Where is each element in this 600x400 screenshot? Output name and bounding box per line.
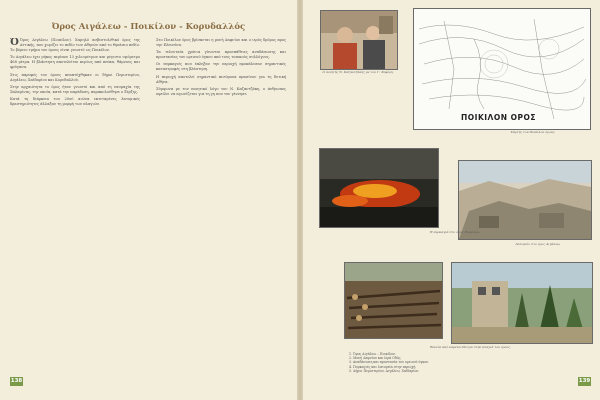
fire-photo xyxy=(319,148,439,228)
quarry-photo xyxy=(458,160,592,240)
right-page xyxy=(303,0,600,400)
paragraph: Στην αρχαιότητα το όρος ήταν γνωστό και από τη ναυμαχία της Σαλαμίνας, την οποία, κατά την παράδοση, παρακολούθησε ο Ξέρξης. xyxy=(10,84,140,94)
footnote: 4. Πυρκαγιές και λατομεία στην περιοχή. xyxy=(349,364,417,369)
footnotes xyxy=(349,352,539,373)
map-label: ΠΟΙΚΙΛΟΝ ΟΡΟΣ xyxy=(461,113,536,122)
left-text-column xyxy=(10,38,140,109)
footnote: 1. Όρος Αιγάλεω – Ποικίλον. xyxy=(349,352,396,356)
paragraph: Η περιοχή αποτελεί σημαντικό πνεύμονα πρασίνου για τη δυτική Αθήνα. xyxy=(156,74,286,84)
logs-caption: Ξυλεία από καμένα δέντρα στην πλαγιά του όρους. xyxy=(429,345,512,349)
paragraph: Ό Όρος Αιγάλεω (Ποικίλον). Χαμηλό ασβεστολιθικό όρος της Αττικής, που χωρίζει το πεδίο των Αθηνών από το Θριάσιο πεδίο. Το βόρειο τμήμα του όρους είναι γνωστό ως Ποικίλον. xyxy=(10,38,140,53)
footnote: 3. Αναδάσωση και προστασία του ορεινού όγκου. xyxy=(349,360,430,365)
article-title: Όρος Αιγάλεω - Ποικίλον - Κορυδαλλός xyxy=(51,22,246,32)
paragraph: Στο Ποικίλον όρος βρίσκεται η μονή Δαφνίου και ο ιερός δρόμος προς την Ελευσίνα. xyxy=(156,38,286,48)
portrait-caption: Ο ποιητής Ν. Καζαντζάκης με τον Γ. Σεφέρη. xyxy=(322,70,394,74)
paragraph: Το Αιγάλεω έχει μήκος περίπου 13 χιλιομέτρων και μέγιστο υψόμετρο 468 μέτρα. Η βλάστηση αποτελείται κυρίως από πεύκα, θάμνους και φρύγανα. xyxy=(10,55,140,70)
quarry-caption: Λατομείο στο όρος Αιγάλεω. xyxy=(515,242,561,246)
portrait-photo xyxy=(320,10,398,70)
footnote: 2. Μονή Δαφνίου και Ιερά Οδός. xyxy=(349,356,402,361)
footnote: 5. Δήμοι Περιστερίου, Αιγάλεω, Χαϊδαρίου. xyxy=(349,368,420,373)
page-number-right: 139 xyxy=(578,378,591,384)
paragraph: Κατά τη διάρκεια του 20ού αιώνα εκτεταμένες λατομικές δραστηριότητες άλλαξαν τη μορφή των πλαγιών. xyxy=(10,96,140,107)
fire-quarry-caption: Η πυρκαγιά στο όρος Ποικίλον. xyxy=(429,230,481,234)
left-page xyxy=(0,0,297,400)
logs-photo xyxy=(344,262,443,339)
map-caption: Χάρτης του Ποικίλου όρους. xyxy=(510,130,556,134)
paragraph: Σύμφωνα με τον ποιητικό λόγο του Ν. Καζαντζάκη, ο άνθρωπος οφείλει να αγωνίζεται για τη γη που τον γέννησε. xyxy=(156,86,286,96)
paragraph: Στις παρυφές του όρους αναπτύχθηκαν οι δήμοι Περιστερίου, Αιγάλεω, Χαϊδαρίου και Κορυδαλλού. xyxy=(10,72,140,82)
paragraph: Τα τελευταία χρόνια γίνονται προσπάθειες αναδάσωσης και προστασίας του ορεινού όγκου από τους τοπικούς συλλόγους. xyxy=(156,50,286,60)
page-number-left: 138 xyxy=(10,378,23,384)
drop-cap: Ό xyxy=(10,38,19,48)
paragraph: Οι πυρκαγιές που έπληξαν την περιοχή προκάλεσαν σημαντικές καταστροφές στη βλάστηση. xyxy=(156,62,286,72)
right-text-column xyxy=(156,38,286,99)
topographic-map xyxy=(413,8,591,130)
burnt-forest-photo xyxy=(451,262,593,344)
